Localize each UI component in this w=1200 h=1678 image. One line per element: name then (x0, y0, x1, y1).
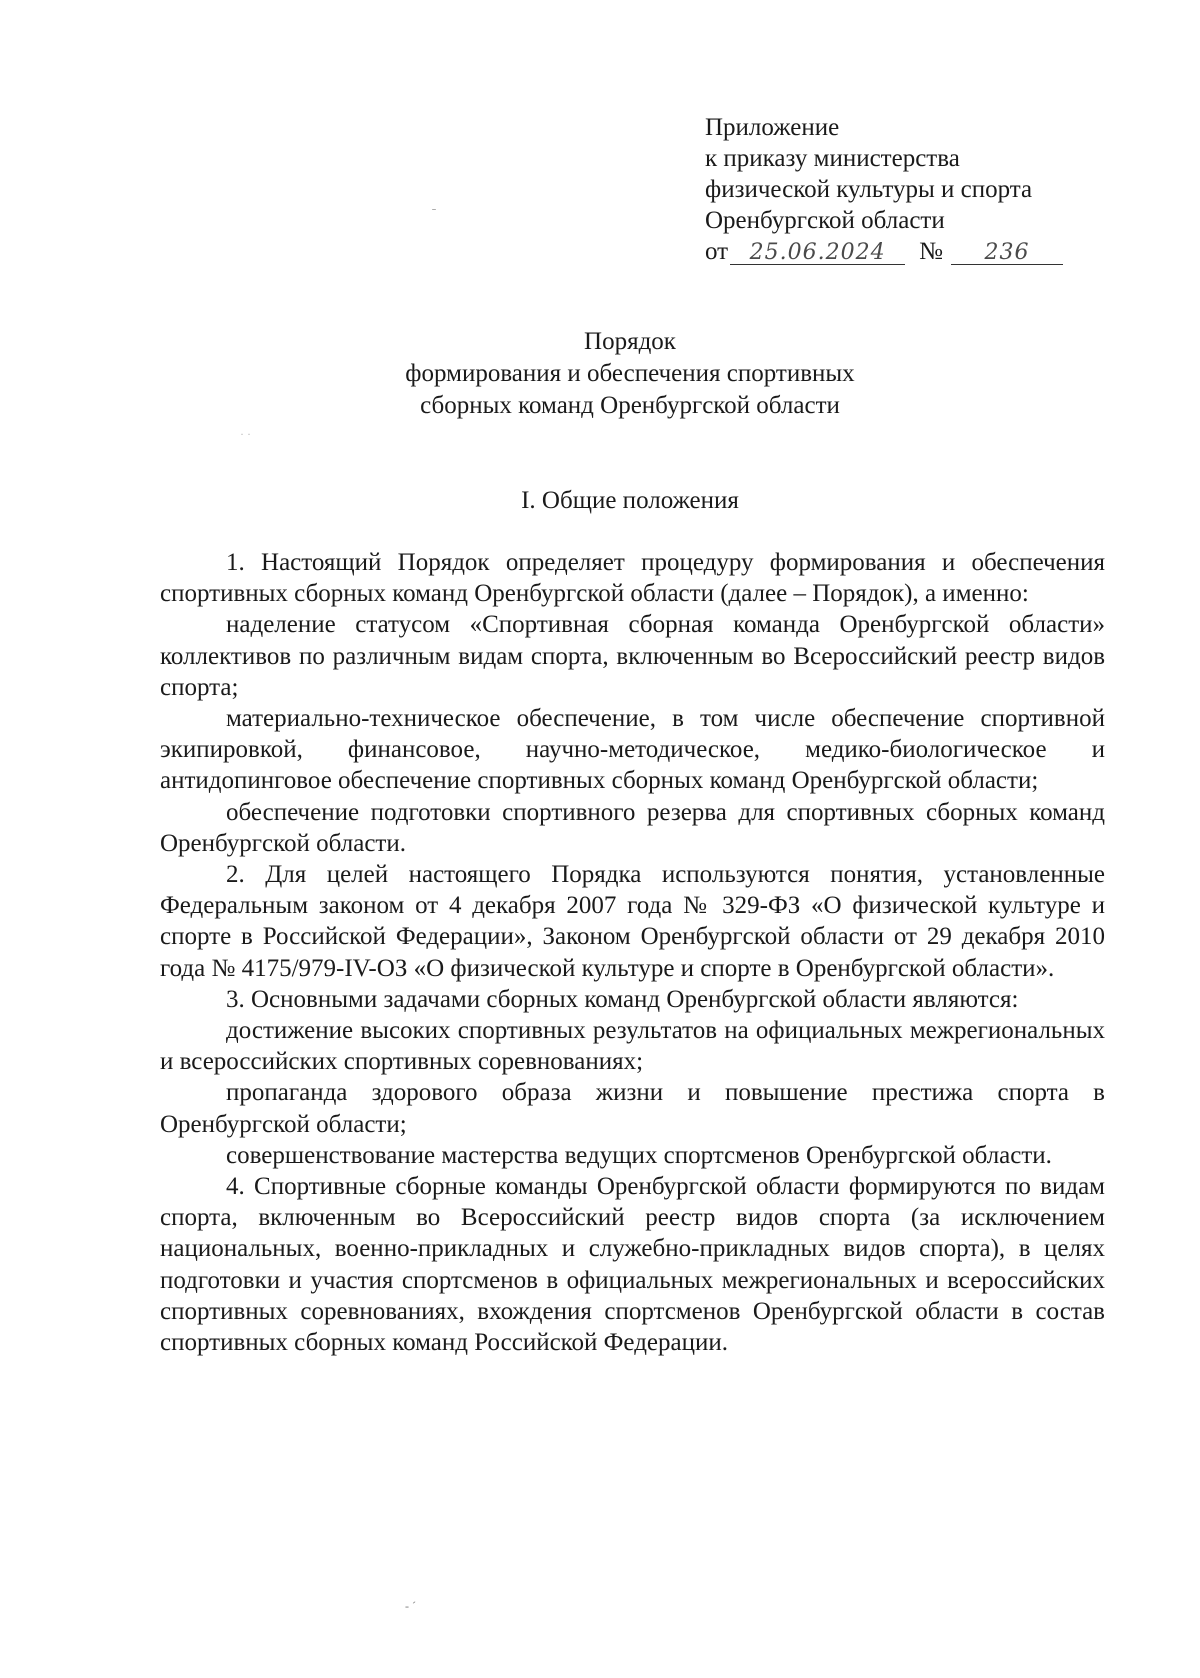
attachment-line-2: к приказу министерства (705, 145, 960, 172)
attachment-line-4: Оренбургской области (705, 207, 945, 234)
paragraph: обеспечение подготовки спортивного резерва для спортивных сборных команд Оренбургской области. (160, 798, 1105, 857)
scan-speck: - ˊ (405, 1599, 416, 1613)
paragraph: 1. Настоящий Порядок определяет процедуру формирования и обеспечения спортивных сборных команд Оренбургской области (далее – Порядок), а именно: (160, 549, 1105, 608)
order-date-number-line (705, 236, 1105, 267)
title-line-3: сборных команд Оренбургской области (420, 392, 840, 419)
attachment-block (705, 112, 1105, 267)
number-label: № (919, 238, 943, 265)
paragraph: достижение высоких спортивных результатов на официальных межрегиональных и всероссийских спортивных соревнованиях; (160, 1017, 1105, 1076)
document-title (160, 326, 1100, 422)
attachment-line-1: Приложение (705, 114, 840, 141)
paragraph: 2. Для целей настоящего Порядка используются понятия, установленные Федеральным законом от 4 декабря 2007 года № 329-ФЗ «О физической культуре и спорте в Российской Федерации», Законом Оренбургской области от 29 декабря 2010 года № 4175/979-IV-ОЗ «О физической культуре и спорте в Оренбургской области». (160, 861, 1105, 982)
paragraph: совершенствование мастерства ведущих спортсменов Оренбургской области. (226, 1141, 1052, 1169)
scan-speck: · · (240, 427, 251, 441)
title-line-2: формирования и обеспечения спортивных (405, 360, 855, 387)
document-body (160, 547, 1105, 1358)
attachment-line-3: физической культуры и спорта (705, 176, 1033, 203)
title-line-1: Порядок (584, 328, 676, 355)
paragraph: 3. Основными задачами сборных команд Оренбургской области являются: (226, 985, 1019, 1013)
paragraph: наделение статусом «Спортивная сборная команда Оренбургской области» коллективов по различным видам спорта, включенным во Всероссийский реестр видов спорта; (160, 611, 1105, 701)
paragraph: пропаганда здорового образа жизни и повышение престижа спорта в Оренбургской области; (160, 1079, 1105, 1138)
paragraph: 4. Спортивные сборные команды Оренбургской области формируются по видам спорта, включенным во Всероссийский реестр видов спорта (за исключением национальных, военно-прикладных и служебно-прикладных видов спорта), в целях подготовки и участия спортсменов в официальных межрегиональных и всероссийских спортивных соревнованиях, вхождения спортсменов Оренбургской области в состав спортивных сборных команд Российской Федерации. (160, 1173, 1105, 1357)
paragraph: материально-техническое обеспечение, в том числе обеспечение спортивной экипировкой, финансовое, научно-методическое, медико-биологическое и антидопинговое обеспечение спортивных сборных команд Оренбургской области; (160, 705, 1105, 795)
date-prefix: от (705, 238, 729, 265)
scan-speck: ˉ (432, 205, 436, 219)
handwritten-number: 236 (951, 242, 1063, 265)
section-heading: I. Общие положения (521, 487, 739, 514)
handwritten-date: 25.06.2024 (730, 242, 905, 265)
